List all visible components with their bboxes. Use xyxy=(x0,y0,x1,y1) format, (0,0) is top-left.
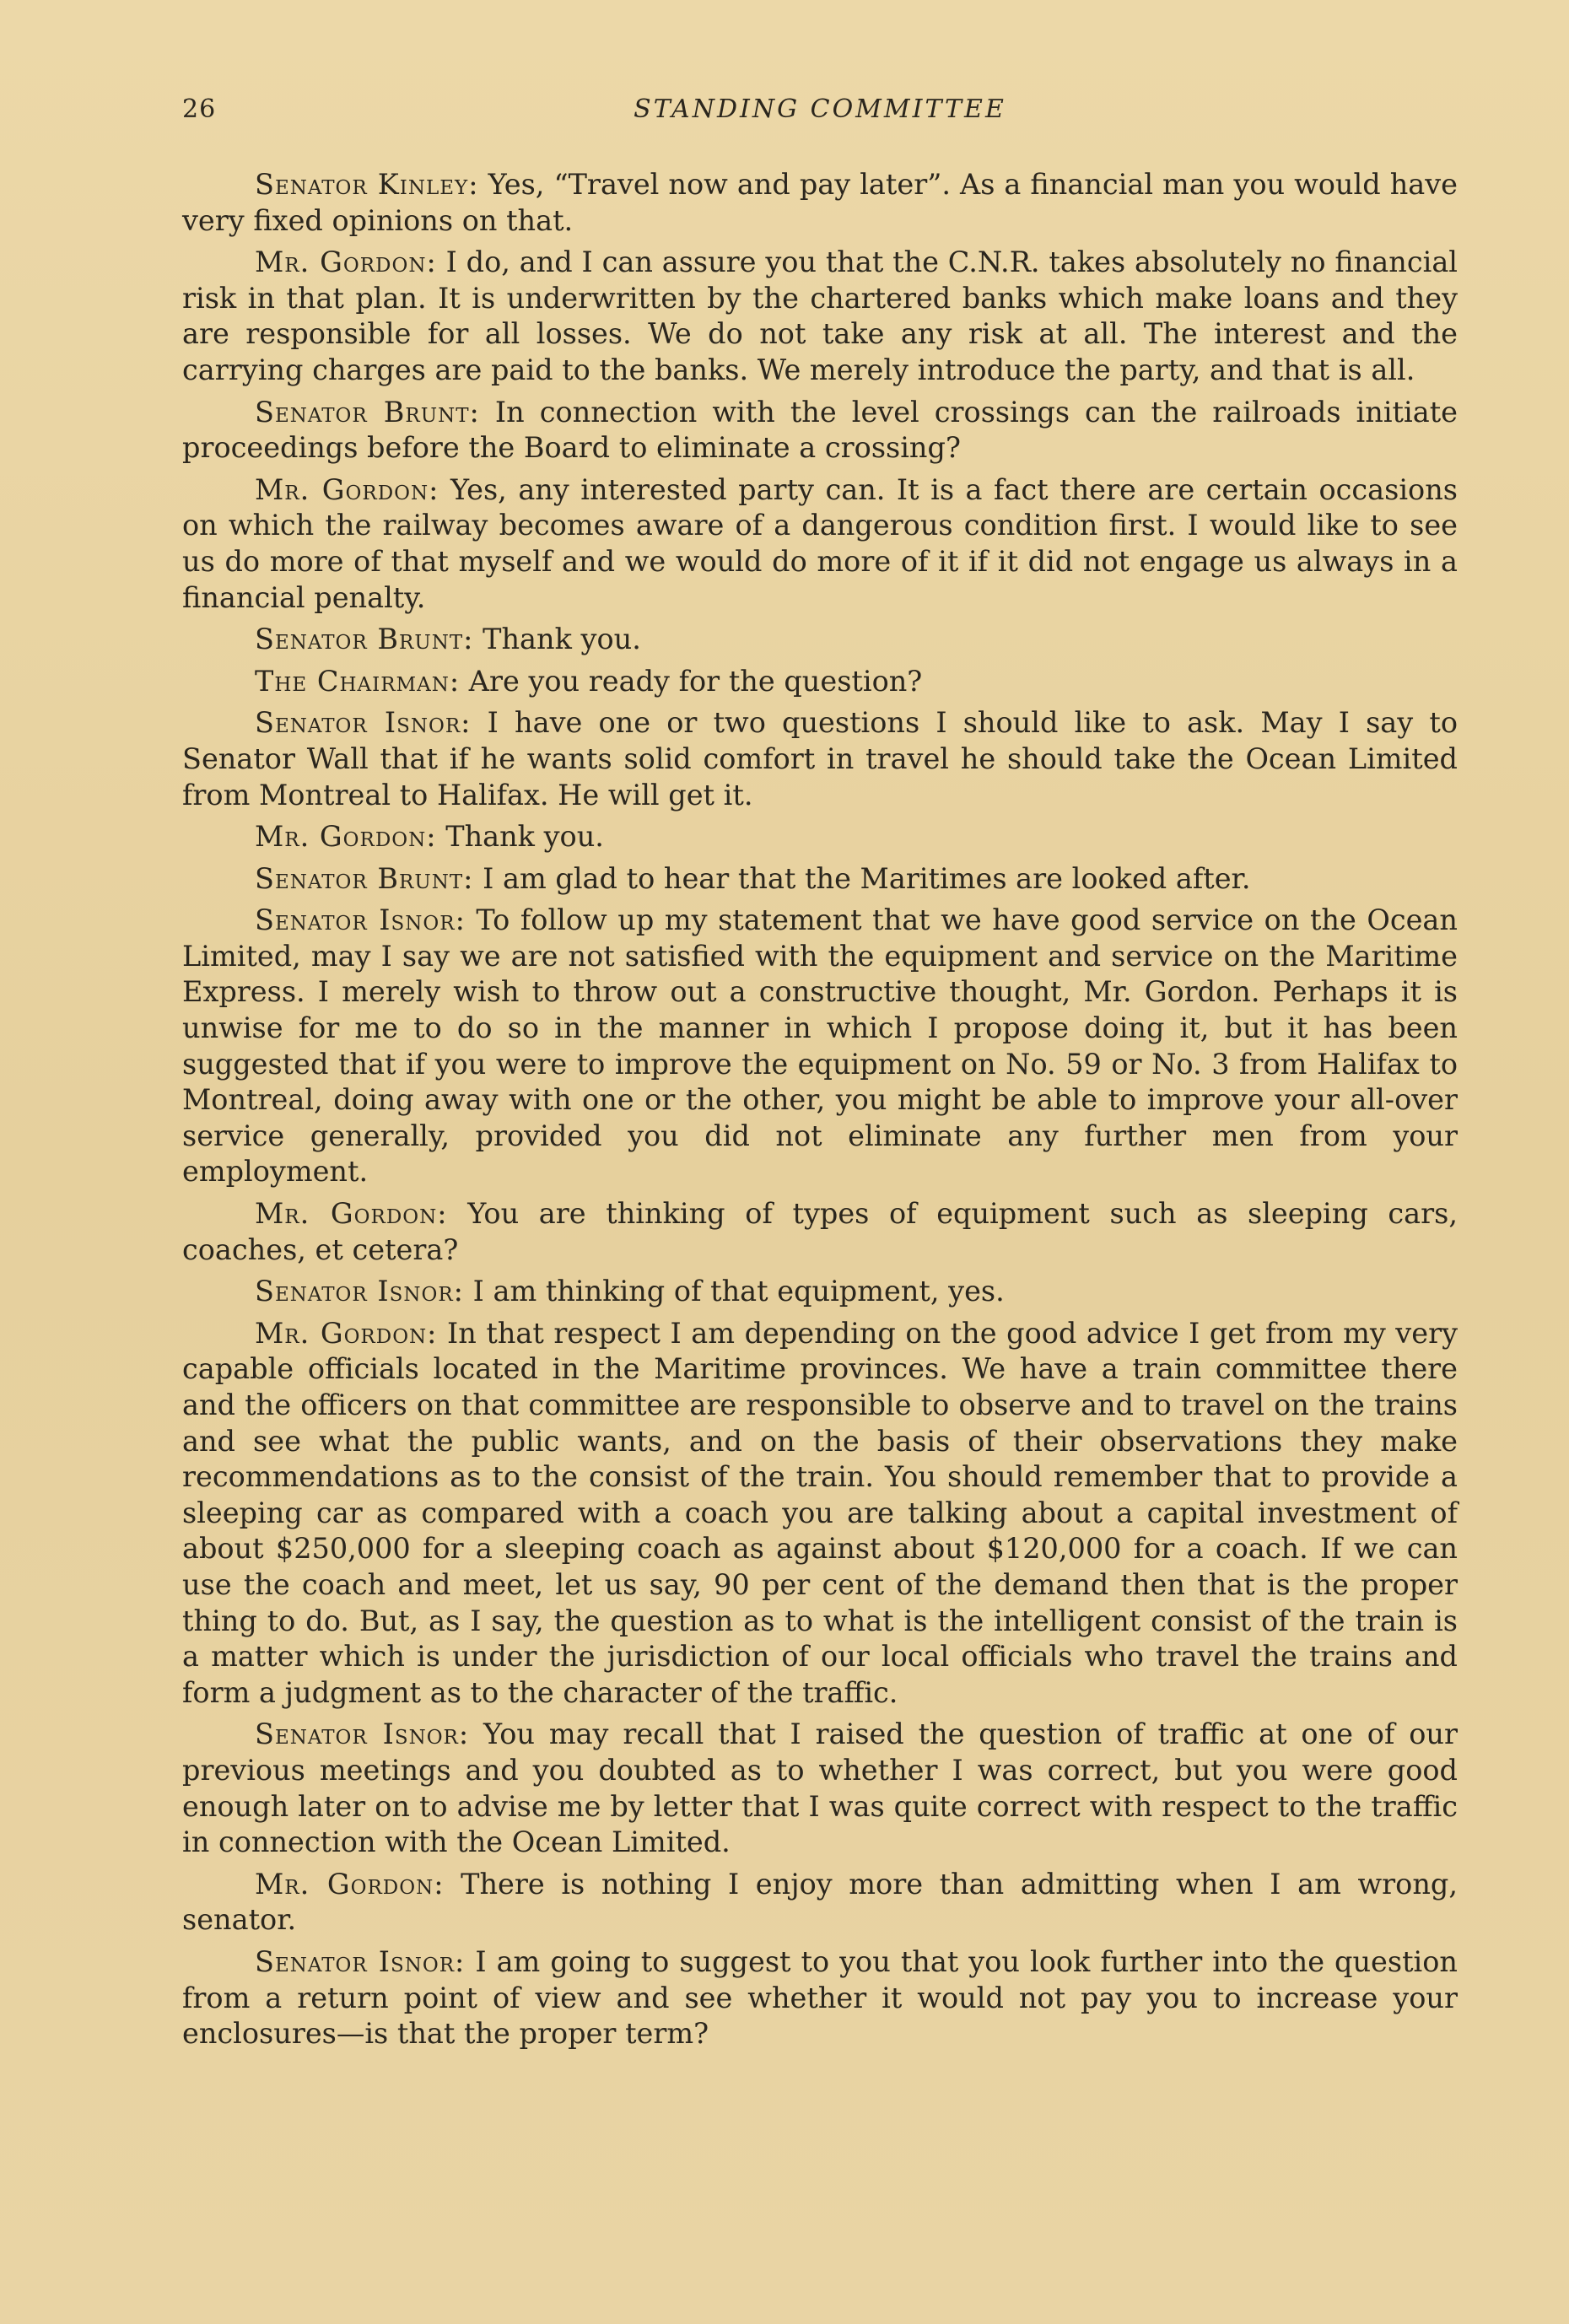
transcript-paragraph xyxy=(182,1316,1458,1712)
speaker-name: Senator Isnor: xyxy=(255,1717,470,1751)
speaker-name: Senator Kinley: xyxy=(255,168,479,201)
speaker-name: Senator Brunt: xyxy=(255,623,474,656)
transcript-paragraph xyxy=(182,819,1458,855)
speech-text: Thank you. xyxy=(483,623,641,656)
speech-text: Are you ready for the question? xyxy=(468,664,923,698)
transcript-paragraph xyxy=(182,1274,1458,1310)
speaker-name: Mr. Gordon: xyxy=(255,1197,448,1231)
speech-text: I am going to suggest to you that you look further into the question from a return point of view and see whether it would not pay you to increase your enclosures—is that the proper term? xyxy=(182,1944,1458,2051)
transcript-paragraph xyxy=(182,664,1458,700)
speaker-name: Mr. Gordon: xyxy=(255,1867,445,1901)
speech-text: In connection with the level crossings can the railroads initiate proceedings before the Board to eliminate a crossing? xyxy=(182,395,1458,465)
speech-text: You may recall that I raised the question of traffic at one of our previous meetings and you doubted as to whether I was correct, but you were good enough later on to advise me by letter that I was quite correct with respect to the traffic in connection with the Ocean Limited. xyxy=(182,1717,1458,1859)
page-header xyxy=(182,94,1458,137)
speaker-name: Mr. Gordon: xyxy=(255,472,439,506)
transcript-paragraph xyxy=(182,1867,1458,1938)
running-title: STANDING COMMITTEE xyxy=(634,94,1006,124)
speech-text: I am thinking of that equipment, yes. xyxy=(472,1275,1005,1308)
speech-text: Yes, “Travel now and pay later”. As a financial man you would have very fixed opinions on that. xyxy=(182,168,1458,237)
page-number: 26 xyxy=(182,94,217,124)
speech-text: Thank you. xyxy=(445,820,604,854)
transcript-paragraph xyxy=(182,1717,1458,1860)
speaker-name: Mr. Gordon: xyxy=(255,245,437,279)
speaker-name: Senator Brunt: xyxy=(255,861,474,895)
speaker-name: Senator Isnor: xyxy=(255,1275,464,1308)
speaker-name: Senator Brunt: xyxy=(255,395,480,429)
transcript-paragraph xyxy=(182,622,1458,658)
transcript-paragraph xyxy=(182,705,1458,813)
transcript-paragraph xyxy=(182,903,1458,1190)
speaker-name: Senator Isnor: xyxy=(255,903,466,937)
speaker-name: Senator Isnor: xyxy=(255,706,472,740)
speech-text: There is nothing I enjoy more than admitting when I am wrong, senator. xyxy=(182,1867,1458,1937)
transcript-paragraph xyxy=(182,245,1458,388)
transcript-paragraph xyxy=(182,1196,1458,1268)
speech-text: I do, and I can assure you that the C.N.R. takes absolutely no financial risk in that plan. It is underwritten by the chartered banks which make loans and they are responsible for all losses. We do not take any risk at all. The interest and the carrying charges are paid to the banks. We merely introduce the party, and that is all. xyxy=(182,245,1458,386)
transcript-paragraph xyxy=(182,1944,1458,2052)
transcript-body xyxy=(182,167,1458,2058)
transcript-paragraph xyxy=(182,395,1458,466)
speech-text: I am glad to hear that the Maritimes are looked after. xyxy=(483,861,1251,895)
speech-text: Yes, any interested party can. It is a fact there are certain occasions on which the railway becomes aware of a dangerous condition first. I would like to see us do more of that myself and we would do more of it if it did not engage us always in a financial penalty. xyxy=(182,472,1458,614)
speaker-name: Mr. Gordon: xyxy=(255,1316,438,1350)
transcript-paragraph xyxy=(182,472,1458,616)
speech-text: To follow up my statement that we have good service on the Ocean Limited, may I say we are not satisfied with the equipment and service on the Maritime Express. I merely wish to throw out a constructive thought, Mr. Gordon. Perhaps it is unwise for me to do so in the manner in which I propose doing it, but it has been suggested that if you were to improve the equipment on No. 59 or No. 3 from Halifax to Montreal, doing away with one or the other, you might be able to improve your all-over service generally, provided you did not eliminate any further men from your employment. xyxy=(182,903,1458,1189)
speaker-name: The Chairman: xyxy=(255,664,461,698)
transcript-paragraph xyxy=(182,167,1458,239)
transcript-paragraph xyxy=(182,861,1458,898)
speech-text: I have one or two questions I should like to ask. May I say to Senator Wall that if he wants solid comfort in travel he should take the Ocean Limited from Montreal to Halifax. He will get it. xyxy=(182,706,1458,812)
speaker-name: Senator Isnor: xyxy=(255,1944,466,1978)
speaker-name: Mr. Gordon: xyxy=(255,820,437,854)
speech-text: You are thinking of types of equipment such as sleeping cars, coaches, et cetera? xyxy=(182,1197,1458,1266)
speech-text: In that respect I am depending on the good advice I get from my very capable officials located in the Maritime provinces. We have a train committee there and the officers on that committee are responsible to observe and to travel on the trains and see what the public wants, and on the basis of their observations they make recommendations as to the consist of the train. You should remember that to provide a sleeping car as compared with a coach you are talking about a capital investment of about $250,000 for a sleeping coach as against about $120,000 for a coach. If we can use the coach and meet, let us say, 90 per cent of the demand then that is the proper thing to do. But, as I say, the question as to what is the intelligent consist of the train is a matter which is under the jurisdiction of our local officials who travel the trains and form a judgment as to the character of the traffic. xyxy=(182,1316,1458,1709)
